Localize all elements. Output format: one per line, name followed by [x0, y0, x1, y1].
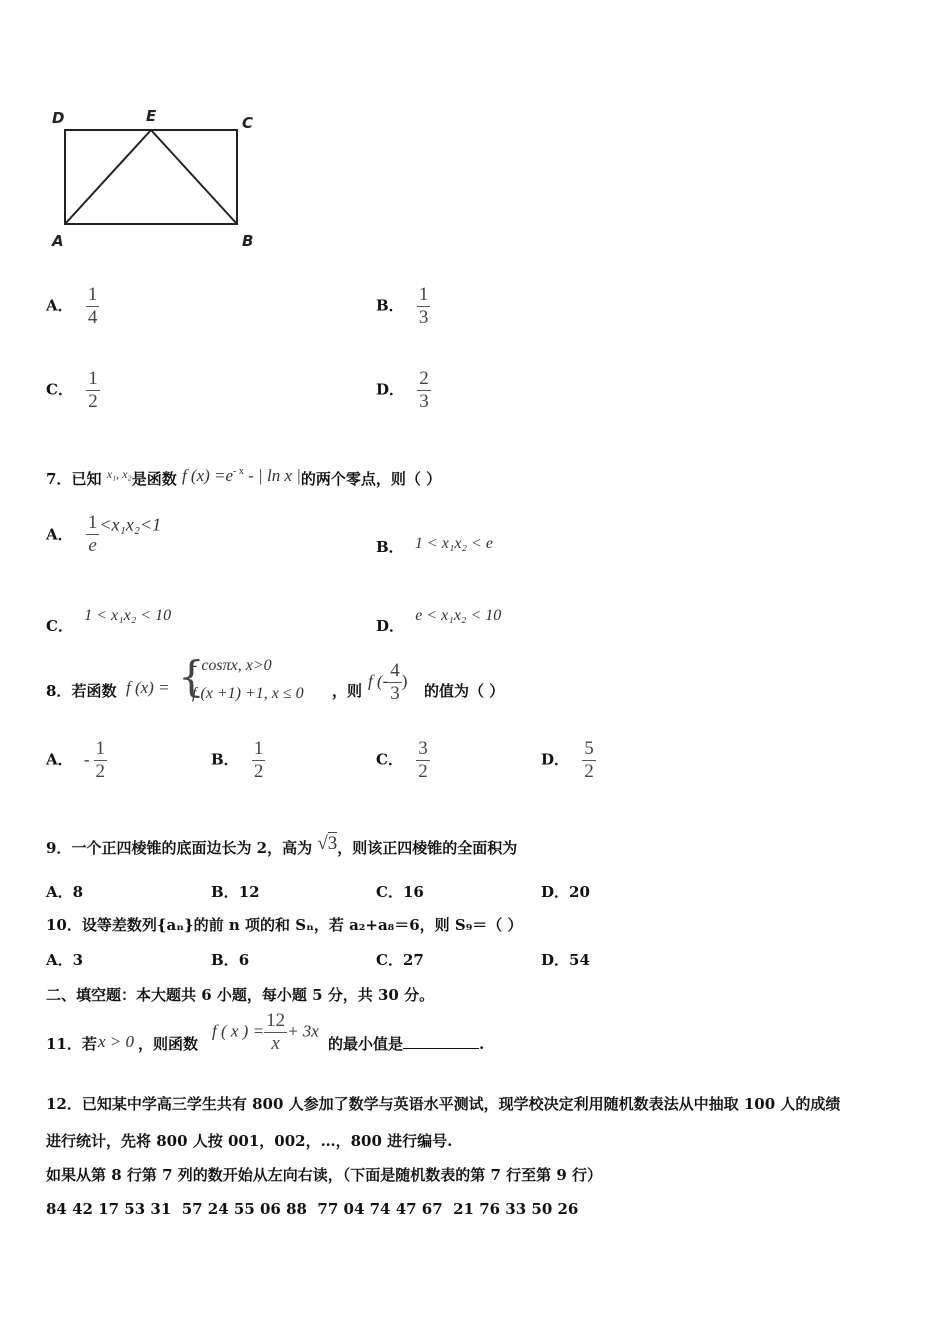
option-letter: B．	[211, 750, 239, 769]
label-b: B	[242, 232, 254, 250]
option-letter: D．	[541, 750, 570, 769]
question-number: 10．	[46, 916, 82, 934]
math-vars: x₁, x₂	[106, 467, 132, 481]
q8-option-b[interactable]	[211, 738, 265, 783]
q7-option-d[interactable]	[376, 606, 501, 636]
fraction: $\frac{1}{2}$	[95, 738, 106, 782]
fraction: $\frac{5}{2}$	[584, 738, 594, 782]
question-9: 9．一个正四棱锥的底面边长为 2，高为 √3，则该正四棱锥的全面积为	[46, 833, 518, 857]
piecewise-brace: {	[178, 652, 205, 701]
option-letter: C．	[46, 617, 73, 635]
q6-option-c[interactable]	[46, 368, 100, 413]
q9-option-b[interactable]: B．12	[211, 883, 260, 901]
segment-eb	[151, 130, 237, 224]
q8-option-d[interactable]	[541, 738, 596, 783]
q6-option-b[interactable]	[376, 284, 430, 329]
q9-option-c[interactable]: C．16	[376, 883, 424, 901]
rectangle-abcd	[65, 130, 237, 224]
option-letter: A．	[46, 296, 73, 315]
question-number: 12．	[46, 1095, 82, 1113]
rectangle-figure	[44, 104, 274, 254]
math-expression: e < x₁x₂ < 10	[415, 607, 502, 624]
q8-option-a[interactable]: A． - $\frac{1}{2}$	[46, 738, 106, 782]
question-10	[46, 915, 523, 935]
option-letter: B．	[376, 538, 404, 556]
math-function: f ( x ) = $\frac{12}{x}$ + 3x	[212, 1010, 319, 1054]
q10-option-c[interactable]: C．27	[376, 951, 424, 969]
option-letter: B．	[376, 296, 404, 315]
question-number: 8．若函数	[46, 682, 117, 700]
math-condition: x > 0	[98, 1032, 135, 1051]
fraction: $\frac{1}{2}$	[253, 738, 264, 782]
section-title: 二、填空题：本大题共 6 小题，每小题 5 分，共 30 分。	[46, 986, 435, 1004]
option-letter: D．	[376, 380, 405, 399]
q8-option-c[interactable]	[376, 738, 430, 783]
q9-option-d[interactable]: D．20	[541, 883, 590, 901]
label-c: C	[242, 114, 254, 132]
q9-option-a[interactable]: A．8	[46, 883, 84, 901]
option-letter: A．	[46, 525, 73, 544]
label-a: A	[52, 232, 64, 250]
label-d: D	[52, 109, 65, 127]
q6-option-a[interactable]	[46, 284, 99, 329]
q10-option-b[interactable]: B．6	[211, 951, 250, 969]
piecewise-case-2: f (x +1) +1, x ≤ 0	[192, 685, 304, 702]
question-12-line-3: 如果从第 8 行第 7 列的数开始从左向右读，（下面是随机数表的第 7 行至第 9 行）	[46, 1166, 603, 1184]
q10-option-d[interactable]: D．54	[541, 951, 590, 969]
question-12-line-2: 进行统计，先将 800 人按 001，002，…，800 进行编号.	[46, 1132, 453, 1150]
math-expression: <x₁x₂<1	[99, 514, 162, 535]
fraction: $\frac{2}{3}$	[419, 368, 429, 412]
option-letter: A．	[46, 750, 73, 769]
math-expression: 1 < x₁x₂ < 10	[84, 607, 172, 624]
math-function: f $(x) =e^{- x}$ - | ln x |	[181, 466, 301, 485]
math-function: f (x) =	[126, 678, 170, 697]
q6-option-d[interactable]	[376, 368, 431, 413]
question-number: 9．	[46, 839, 72, 857]
piecewise-case-1: - cosπx, x>0	[192, 657, 272, 674]
q10-option-a[interactable]: A．3	[46, 951, 84, 969]
option-letter: C．	[46, 380, 73, 399]
fraction: $\frac{1}{e}$	[87, 512, 98, 556]
q7-option-c[interactable]	[46, 606, 171, 636]
fraction: $\frac{1}{3}$	[418, 284, 429, 328]
label-e: E	[146, 107, 157, 125]
sqrt-expression: √3	[317, 833, 338, 854]
fraction: $\frac{3}{2}$	[418, 738, 428, 782]
option-letter: D．	[376, 617, 405, 635]
question-7: 7．已知 $^{x_1, x_2}$是函数 f $(x) =e^{- x}$ - | ln x |的两个零点，则（ ）	[46, 466, 442, 488]
option-letter: C．	[376, 750, 403, 769]
question-text: 设等差数列{aₙ}的前 n 项的和 Sₙ，若 a₂+a₈＝6，则 S₉＝（ ）	[81, 916, 523, 934]
fraction: $\frac{1}{4}$	[87, 284, 98, 328]
answer-blank[interactable]	[403, 1034, 479, 1049]
math-expression: 1 < x₁x₂ < e	[414, 535, 493, 552]
q7-option-a[interactable]	[46, 512, 161, 557]
question-12-line-1: 12．已知某中学高三学生共有 800 人参加了数学与英语水平测试，现学校决定利用随机数表法从中抽取 100 人的成绩	[46, 1095, 841, 1113]
function-argument: f (- $\frac{4}{3}$ )	[368, 660, 408, 704]
rectangle-diagram	[44, 104, 274, 254]
segment-ae	[65, 130, 151, 224]
question-number: 7．	[46, 470, 72, 488]
fraction: $\frac{1}{2}$	[88, 368, 98, 412]
random-number-table-row: 84 42 17 53 31 57 24 55 06 88 77 04 74 47 67 21 76 33 50 26	[46, 1200, 579, 1218]
q7-option-b[interactable]	[376, 534, 493, 557]
question-number: 11．	[46, 1035, 82, 1053]
